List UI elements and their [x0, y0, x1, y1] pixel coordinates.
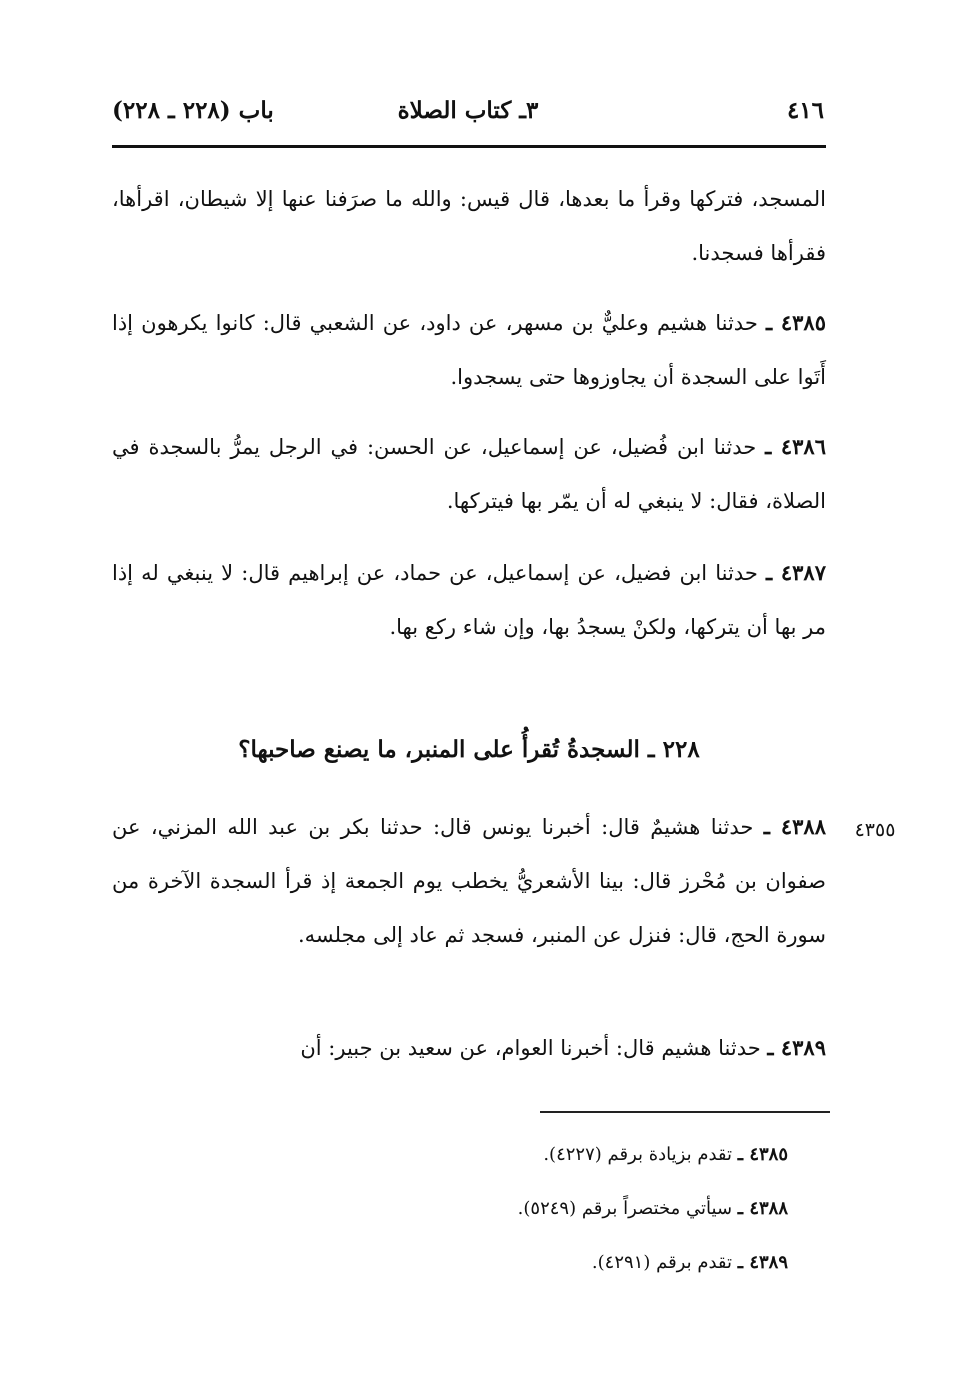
footnote-number: ٤٣٨٩ ـ: [737, 1252, 788, 1273]
hadith-4388: [112, 800, 826, 962]
hadith-4389: [112, 1021, 826, 1075]
book-title: ٣ـ كتاب الصلاة: [397, 97, 539, 124]
hadith-4385: [112, 296, 826, 404]
chapter-range: باب (٢٢٨ ـ ٢٢٨): [112, 97, 274, 124]
footnote-number: ٤٣٨٥ ـ: [737, 1144, 788, 1165]
paragraph: [112, 172, 826, 280]
hadith-number: ٤٣٨٦ ـ: [765, 434, 826, 459]
hadith-text: حدثنا هشيم وعليٌّ بن مسهر، عن داود، عن الشعبي قال: كانوا يكرهون إذا أَتَوا على السجدة أن يجاوزوها حتى يسجدوا.: [112, 311, 826, 389]
page-number: ٤١٦: [786, 97, 824, 124]
chapter-heading: ٢٢٨ ـ السجدةُ تُقرأُ على المنبر، ما يصنع صاحبها؟: [238, 736, 700, 763]
hadith-text: حدثنا ابن فضيل، عن إسماعيل، عن حماد، عن إبراهيم قال: لا ينبغي له إذا مر بها أن يتركها، ولكنْ يسجدُ بها، وإن شاء ركع بها.: [112, 561, 826, 639]
footnotes: [112, 1128, 788, 1290]
paragraph-text: المسجد، فتركها وقرأ ما بعدها، قال قيس: والله ما صرَفنا عنها إلا شيطان، اقرأها، فقرأها فسجدنا.: [112, 187, 826, 265]
footnote-text: تقدم بزيادة برقم (٤٢٢٧).: [543, 1144, 733, 1165]
hadith-4386: [112, 420, 826, 528]
footnote-text: تقدم برقم (٤٢٩١).: [591, 1252, 733, 1273]
footnote: [112, 1236, 788, 1290]
header-rule: [112, 145, 826, 148]
running-header: [112, 95, 824, 139]
hadith-number: ٤٣٨٩ ـ: [767, 1035, 826, 1060]
hadith-number: ٤٣٨٥ ـ: [765, 310, 826, 335]
hadith-number: ٤٣٨٧ ـ: [765, 560, 826, 585]
footnote: [112, 1182, 788, 1236]
footnote-number: ٤٣٨٨ ـ: [737, 1198, 788, 1219]
footnote-rule: [540, 1111, 830, 1113]
hadith-number: ٤٣٨٨ ـ: [763, 814, 826, 839]
hadith-text: حدثنا ابن فُضيل، عن إسماعيل، عن الحسن: في الرجل يمرُّ بالسجدة في الصلاة، فقال: لا ينبغي له أن يمّر بها فيتركها.: [112, 435, 826, 513]
hadith-text: حدثنا هشيم قال: أخبرنا العوام، عن سعيد بن جبير: أن: [300, 1036, 761, 1060]
margin-number: ٤٣٥٥: [854, 819, 896, 841]
footnote: [112, 1128, 788, 1182]
hadith-4387: [112, 546, 826, 654]
footnote-text: سيأتي مختصراً برقم (٥٢٤٩).: [517, 1198, 733, 1219]
hadith-text: حدثنا هشيمٌ قال: أخبرنا يونس قال: حدثنا بكر بن عبد الله المزني، عن صفوان بن مُحْرز قال: بينا الأشعريُّ يخطب يوم الجمعة إذ قرأ السجدة الآخرة من سورة الحج، قال: فنزل عن المنبر، فسجد ثم عاد إلى مجلسه.: [112, 815, 826, 947]
